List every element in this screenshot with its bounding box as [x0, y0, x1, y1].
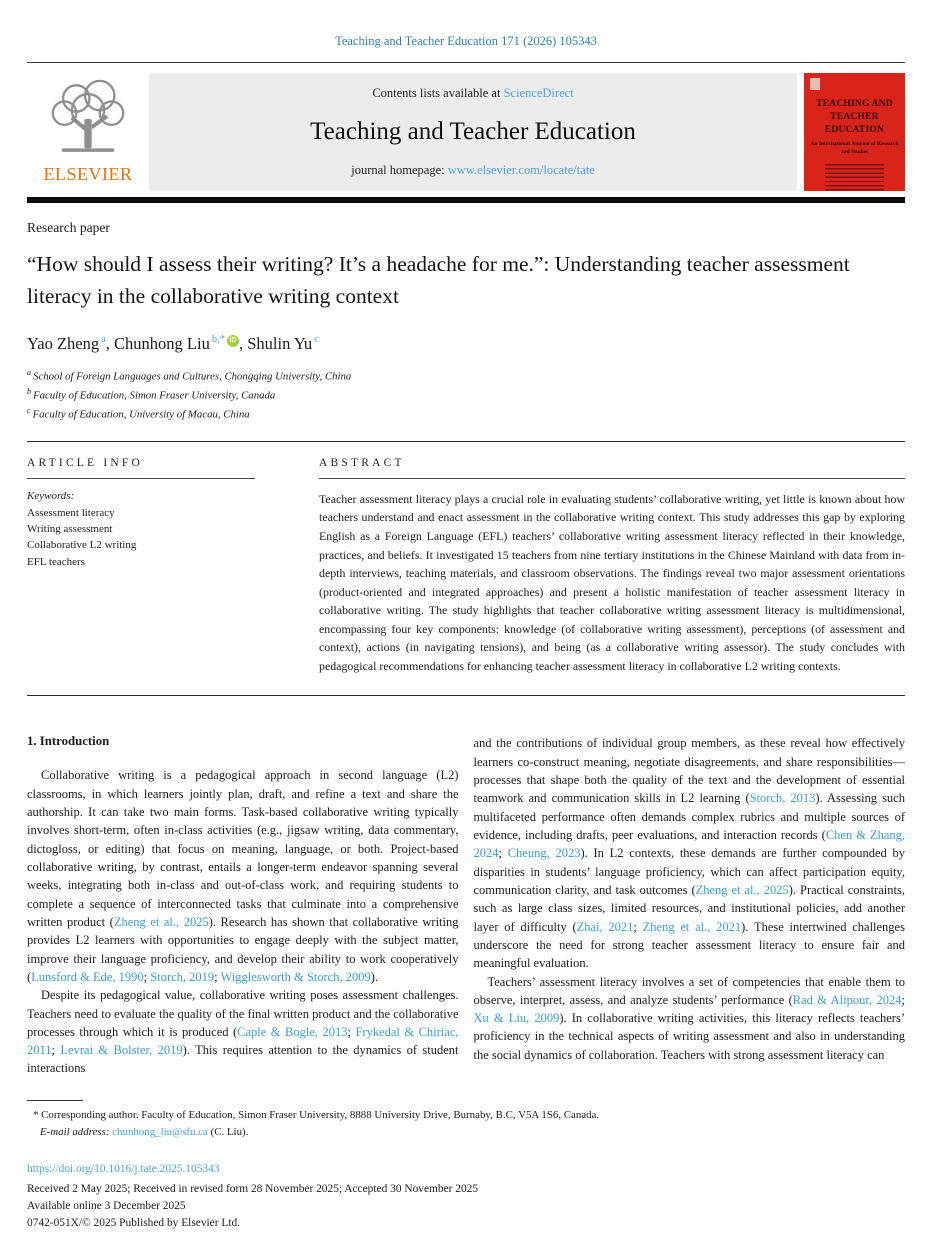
- citation-link[interactable]: Chen & Zhang, 2024: [473, 828, 905, 861]
- citation-link[interactable]: Wigglesworth & Storch, 2009: [220, 969, 371, 984]
- right-column: [474, 734, 906, 1077]
- abstract-text: Teacher assessment literacy plays a crucial role in evaluating students’ collaborative writing, yet little is known about how teachers understand and enact assessment in the collaborative writing context. This study addresses this gap by exploring English as a Foreign Language (EFL) teachers’ collaborative writing assessment literacy reflected in their knowledge, practices, and beliefs. It investigated 15 teachers from nine tertiary institutions in the Chinese Mainland with data from in-depth interviews, teaching materials, and classroom observations. The findings reveal two major assessment orientations (product-oriented and integrated approaches) and present a holistic manifestation of teacher assessment literacy in collaborative writing. The study highlights that teacher collaborative writing assessment literacy is multidimensional, encompassing four key components: knowledge (of collaborative writing assessment), perceptions (of assessment and context), actions (in navigating tensions), and being (as a collaborative writing assessor). The study concludes with pedagogical recommendations for enhancing teacher assessment literacy in collaborative L2 writing contexts.: [319, 491, 905, 673]
- article-info-abstract-section: [27, 441, 905, 697]
- body-paragraph: [474, 734, 906, 972]
- citation-link[interactable]: Levrai & Bolster, 2019: [60, 1043, 183, 1058]
- text-segment: ). In collaborative writing activities, this literacy reflects teachers’ proficiency in the technical aspects of writing assessment and also in understanding the social dynamics of collaboration. Teachers with strong assessment literacy can: [473, 1011, 905, 1062]
- cover-subtitle: An International Journal of Research and Studies: [810, 141, 899, 156]
- author-name: Shulin Yu: [247, 333, 313, 353]
- text-segment: and the contributions of individual group members, as these reveal how effectively learners co-construct meaning, negotiate disagreements, and share responsibilities—processes that shape both the quality of the text and the development of essential teamwork and communication skills in L2 learning (: [473, 736, 905, 806]
- text-segment: ). This requires attention to the dynamics of student interactions: [27, 1043, 459, 1076]
- left-column: [27, 734, 459, 1077]
- email-suffix-text: (C. Liu).: [207, 1125, 249, 1138]
- journal-cover-thumbnail: [804, 73, 905, 191]
- text-segment: ;: [143, 969, 151, 984]
- author: [114, 334, 247, 353]
- text-segment: ).: [370, 969, 379, 984]
- email-label: E-mail address:: [40, 1125, 110, 1138]
- email-link[interactable]: chunhong_liu@sfu.ca: [112, 1125, 208, 1138]
- heading-rule: [27, 478, 255, 479]
- text-segment: ). In L2 contexts, these demands are further compounded by disparities in students’ language proficiency, which can affect participation equity, communication clarity, and task outcomes (: [473, 846, 905, 897]
- doi-link[interactable]: https://doi.org/10.1016/j.tate.2025.105343: [27, 1162, 220, 1175]
- received-dates-text: Received 2 May 2025; Received in revised form 28 November 2025; Accepted 30 November 2025: [27, 1182, 479, 1195]
- text-segment: ;: [347, 1024, 356, 1039]
- text-segment: ;: [633, 919, 643, 934]
- elsevier-wordmark: ELSEVIER: [43, 164, 133, 184]
- homepage-line: [351, 163, 595, 178]
- author-name: Yao Zheng: [27, 333, 100, 353]
- contents-prefix-text: Contents lists available at: [372, 86, 504, 100]
- text-segment: ;: [901, 992, 905, 1007]
- citation-link[interactable]: Frykedal & Chiriac, 2011: [27, 1024, 459, 1058]
- keyword: Writing assessment: [27, 523, 113, 536]
- available-online-text: Available online 3 December 2025: [27, 1199, 186, 1212]
- author-affiliation-link[interactable]: b,*: [211, 334, 225, 346]
- keywords-label: Keywords:: [27, 489, 75, 502]
- article-title: “How should I assess their writing? It’s a headache for me.”: Understanding teacher assessment literacy in the collaborative writing context: [27, 252, 850, 308]
- author-name: Chunhong Liu: [114, 333, 210, 353]
- keyword: EFL teachers: [27, 555, 85, 568]
- citation-link[interactable]: Zheng et al., 2025: [113, 914, 209, 929]
- banner-center: [149, 73, 797, 191]
- affiliation: [27, 367, 905, 386]
- text-segment: ;: [498, 846, 508, 861]
- keyword: Assessment literacy: [27, 506, 115, 519]
- citation-link[interactable]: Rad & Alipour, 2024: [792, 992, 902, 1007]
- citation-link[interactable]: Zheng et al., 2025: [695, 882, 789, 897]
- running-head-citation: Teaching and Teacher Education 171 (2026) 105343: [335, 34, 597, 48]
- body-paragraph: [27, 766, 459, 986]
- citation-link[interactable]: Cheung, 2023: [507, 846, 581, 861]
- orcid-icon[interactable]: iD: [227, 335, 239, 347]
- citation-link[interactable]: Caple & Bogle, 2013: [237, 1024, 348, 1039]
- text-segment: Teachers’ assessment literacy involves a set of competencies that enable them to observe, interpret, assess, and analyze students’ performance (: [473, 974, 905, 1007]
- abstract-heading: ABSTRACT: [319, 456, 405, 469]
- affiliation: [27, 405, 905, 424]
- abstract-column: [319, 457, 905, 676]
- email-line: [27, 1124, 905, 1141]
- citation-link[interactable]: Zheng et al., 2021: [642, 919, 742, 934]
- affiliation-marker: c: [27, 405, 31, 415]
- citation-link[interactable]: Xu & Liu, 2009: [473, 1011, 560, 1026]
- article-info-heading: ARTICLE INFO: [27, 456, 143, 469]
- heading-rule: [319, 478, 905, 479]
- cover-title: TEACHING AND TEACHER EDUCATION: [816, 99, 893, 135]
- top-rule: [27, 62, 905, 63]
- footnote-block: [27, 1107, 905, 1141]
- section-divider-bar: [27, 197, 905, 203]
- text-segment: Despite its pedagogical value, collaborative writing poses assessment challenges. Teachers need to evaluate the quality of the final written product and the collaborative processes through which it is produced (: [27, 988, 459, 1039]
- article-info-column: [27, 457, 269, 676]
- journal-title: Teaching and Teacher Education: [310, 118, 636, 145]
- text-segment: Collaborative writing is a pedagogical approach in second language (L2) classrooms, in which learners jointly plan, draft, and refine a text and share the authorship. It can take two main forms. Task-based collaborative writing typically involves short-term, often in-class activities (e.g., jigsaw writing, data commentary, dictogloss, or editing) that focus on meaning, language, or both. Project-based collaborative writing, by contrast, entails a longer-term endeavor spanning several weeks, integrating both in-class and out-of-class work, and requiring students to complete a sequence of interconnected tasks that culminate into a comprehensive written product (: [27, 768, 459, 929]
- issn-copyright-text: 0742-051X/© 2025 Published by Elsevier Ltd.: [27, 1216, 241, 1229]
- author: [247, 334, 319, 353]
- corresponding-author-note: * Corresponding author. Faculty of Education, Simon Fraser University, 8888 University Drive, Burnaby, B.C, V5A 1S6, Canada.: [33, 1108, 600, 1121]
- article-type-label: Research paper: [27, 220, 110, 235]
- author-affiliation-link[interactable]: a: [101, 334, 106, 346]
- journal-banner: [27, 73, 905, 191]
- text-segment: ). Research has shown that collaborative writing provides L2 learners with opportunities to engage deeply with the subject matter, improve their language proficiency, and develop their ability to work cooperatively (: [27, 914, 459, 984]
- citation-link[interactable]: Lunsford & Ede, 1990: [31, 969, 144, 984]
- affiliation-marker: a: [27, 367, 31, 377]
- body-paragraph: [27, 986, 459, 1078]
- author-affiliation-link[interactable]: c: [314, 334, 319, 346]
- affiliation-marker: b: [27, 386, 31, 396]
- text-segment: ). These intertwined challenges underscore the need for strong teacher assessment literacy to ensure fair and meaningful evaluation.: [473, 919, 905, 971]
- cover-elsevier-mark-icon: [810, 78, 820, 90]
- affiliation-text: Faculty of Education, Simon Fraser University, Canada: [33, 389, 276, 402]
- keyword: Collaborative L2 writing: [27, 539, 137, 552]
- citation-link[interactable]: Storch, 2013: [749, 791, 816, 806]
- elsevier-tree-icon: [44, 75, 132, 163]
- affiliation-text: School of Foreign Languages and Cultures, Chongqing University, China: [33, 370, 352, 383]
- author: [27, 334, 114, 353]
- text-segment: ). Practical constraints, such as large class sizes, limited resources, and institutional policies, add another layer of difficulty (: [473, 882, 905, 934]
- section-heading-introduction: 1. Introduction: [27, 734, 110, 749]
- homepage-prefix-text: journal homepage:: [351, 163, 448, 177]
- author-list: [27, 334, 905, 354]
- text-segment: ;: [214, 969, 221, 984]
- article-footer: [27, 1161, 905, 1232]
- affiliation-text: Faculty of Education, University of Macau, China: [32, 408, 250, 421]
- text-segment: ). Assessing such multifaceted performance often demands complex rubrics and multiple sources of evidence, including drafts, peer evaluations, and interaction records (: [473, 791, 905, 843]
- body-paragraph: [474, 973, 906, 1065]
- contents-line: [372, 86, 573, 101]
- affiliation-list: [27, 367, 905, 424]
- citation-link[interactable]: Storch, 2019: [150, 969, 215, 984]
- journal-homepage-link[interactable]: www.elsevier.com/locate/tate: [447, 163, 595, 177]
- citation-link[interactable]: Zhai, 2021: [576, 919, 634, 934]
- elsevier-logo: [27, 73, 149, 191]
- sciencedirect-link[interactable]: ScienceDirect: [503, 86, 574, 100]
- text-segment: ;: [51, 1043, 61, 1058]
- affiliation: [27, 386, 905, 405]
- article-body: [27, 734, 905, 1077]
- cover-fine-print: [825, 164, 884, 191]
- footnote-rule: [27, 1100, 83, 1101]
